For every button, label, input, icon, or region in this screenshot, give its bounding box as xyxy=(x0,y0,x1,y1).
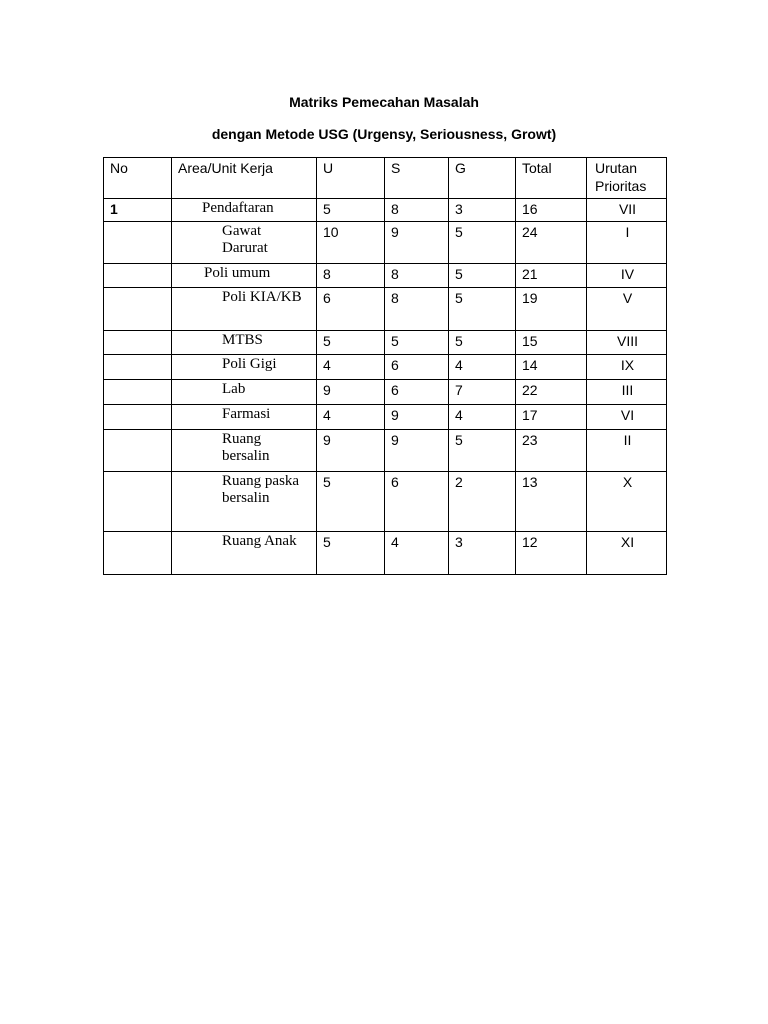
cell-area: Poli umum xyxy=(172,264,317,288)
cell-u: 10 xyxy=(317,222,385,264)
cell-area: Ruang bersalin xyxy=(172,430,317,472)
cell-area: Lab xyxy=(172,380,317,405)
table-row xyxy=(104,199,667,222)
cell-g: 5 xyxy=(449,430,516,472)
table-row xyxy=(104,222,667,264)
cell-s: 6 xyxy=(385,380,449,405)
cell-total: 13 xyxy=(516,472,587,532)
header-no: No xyxy=(104,158,172,199)
cell-u: 5 xyxy=(317,331,385,355)
cell-total: 14 xyxy=(516,355,587,380)
cell-total: 17 xyxy=(516,405,587,430)
cell-priority: V xyxy=(587,288,667,331)
cell-u: 4 xyxy=(317,355,385,380)
header-s: S xyxy=(385,158,449,199)
cell-s: 4 xyxy=(385,532,449,575)
cell-no xyxy=(104,532,172,575)
usg-matrix-table xyxy=(103,157,667,575)
table-row xyxy=(104,264,667,288)
cell-u: 4 xyxy=(317,405,385,430)
cell-no xyxy=(104,430,172,472)
cell-priority: I xyxy=(587,222,667,264)
cell-total: 19 xyxy=(516,288,587,331)
cell-priority: XI xyxy=(587,532,667,575)
header-total: Total xyxy=(516,158,587,199)
table-row xyxy=(104,430,667,472)
document-subtitle: dengan Metode USG (Urgensy, Seriousness, Growt) xyxy=(211,126,557,142)
cell-s: 8 xyxy=(385,264,449,288)
header-g: G xyxy=(449,158,516,199)
cell-s: 9 xyxy=(385,430,449,472)
cell-no: 1 xyxy=(104,199,172,222)
cell-area: Pendaftaran xyxy=(172,199,317,222)
cell-u: 5 xyxy=(317,532,385,575)
cell-priority: II xyxy=(587,430,667,472)
cell-g: 4 xyxy=(449,355,516,380)
cell-no xyxy=(104,472,172,532)
cell-no xyxy=(104,222,172,264)
cell-priority: III xyxy=(587,380,667,405)
table-row xyxy=(104,380,667,405)
cell-priority: VI xyxy=(587,405,667,430)
cell-priority: VIII xyxy=(587,331,667,355)
cell-u: 9 xyxy=(317,380,385,405)
table-row xyxy=(104,405,667,430)
cell-g: 3 xyxy=(449,532,516,575)
table-row xyxy=(104,472,667,532)
cell-g: 7 xyxy=(449,380,516,405)
header-u: U xyxy=(317,158,385,199)
cell-no xyxy=(104,288,172,331)
cell-total: 21 xyxy=(516,264,587,288)
cell-priority: X xyxy=(587,472,667,532)
cell-area: Gawat Darurat xyxy=(172,222,317,264)
cell-s: 5 xyxy=(385,331,449,355)
cell-no xyxy=(104,355,172,380)
cell-g: 5 xyxy=(449,331,516,355)
cell-total: 16 xyxy=(516,199,587,222)
header-area: Area/Unit Kerja xyxy=(172,158,317,199)
cell-total: 23 xyxy=(516,430,587,472)
cell-priority: IX xyxy=(587,355,667,380)
cell-priority: IV xyxy=(587,264,667,288)
table-row xyxy=(104,331,667,355)
cell-s: 8 xyxy=(385,288,449,331)
cell-area: Poli KIA/KB xyxy=(172,288,317,331)
cell-no xyxy=(104,380,172,405)
cell-area: Ruang paska bersalin xyxy=(172,472,317,532)
cell-no xyxy=(104,264,172,288)
cell-u: 9 xyxy=(317,430,385,472)
cell-g: 5 xyxy=(449,264,516,288)
cell-priority: VII xyxy=(587,199,667,222)
cell-s: 6 xyxy=(385,355,449,380)
cell-u: 5 xyxy=(317,472,385,532)
header-row xyxy=(104,158,667,199)
cell-s: 6 xyxy=(385,472,449,532)
cell-area: MTBS xyxy=(172,331,317,355)
cell-u: 8 xyxy=(317,264,385,288)
cell-s: 8 xyxy=(385,199,449,222)
document-title: Matriks Pemecahan Masalah xyxy=(289,94,479,110)
cell-s: 9 xyxy=(385,405,449,430)
cell-g: 5 xyxy=(449,288,516,331)
cell-area: Farmasi xyxy=(172,405,317,430)
header-priority: Urutan Prioritas xyxy=(587,158,667,199)
cell-g: 4 xyxy=(449,405,516,430)
cell-area: Ruang Anak xyxy=(172,532,317,575)
cell-g: 2 xyxy=(449,472,516,532)
cell-g: 5 xyxy=(449,222,516,264)
cell-u: 5 xyxy=(317,199,385,222)
table-row xyxy=(104,288,667,331)
table-row xyxy=(104,355,667,380)
cell-total: 15 xyxy=(516,331,587,355)
cell-total: 22 xyxy=(516,380,587,405)
table-row xyxy=(104,532,667,575)
cell-no xyxy=(104,405,172,430)
cell-u: 6 xyxy=(317,288,385,331)
cell-no xyxy=(104,331,172,355)
cell-g: 3 xyxy=(449,199,516,222)
cell-area: Poli Gigi xyxy=(172,355,317,380)
cell-s: 9 xyxy=(385,222,449,264)
cell-total: 12 xyxy=(516,532,587,575)
cell-total: 24 xyxy=(516,222,587,264)
